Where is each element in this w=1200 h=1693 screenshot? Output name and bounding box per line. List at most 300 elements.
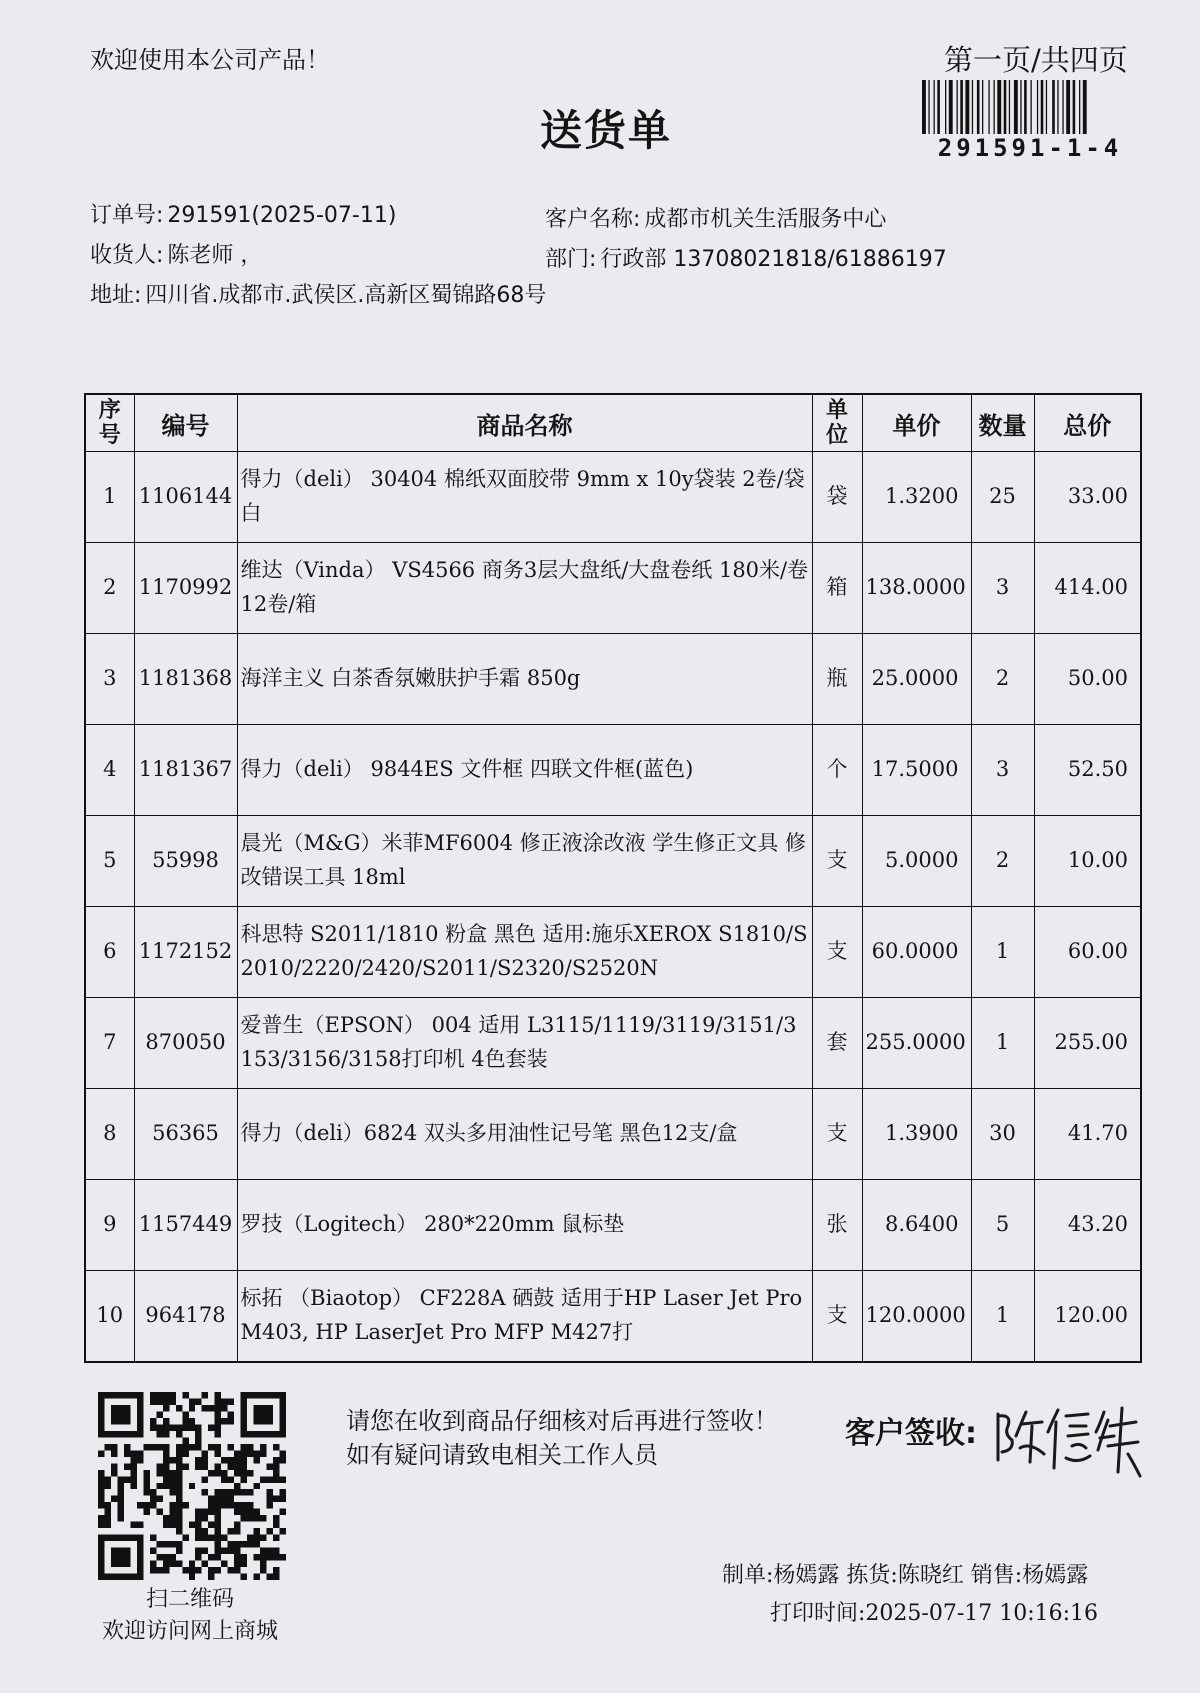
qr-module: [215, 1418, 221, 1424]
table-row: [85, 634, 1141, 725]
qr-module: [98, 1535, 104, 1580]
qr-module: [254, 1515, 260, 1521]
qr-module: [208, 1554, 214, 1560]
qr-module: [104, 1502, 110, 1508]
qr-module: [273, 1554, 279, 1560]
barcode-bar: [960, 80, 963, 134]
qr-module: [254, 1457, 260, 1463]
qr-module: [169, 1502, 175, 1508]
cell-name: 得力（deli） 9844ES 文件框 四联文件框(蓝色): [237, 725, 812, 816]
cell-price: 138.0000: [862, 543, 971, 634]
barcode-number: 291591-1-4: [937, 134, 1123, 162]
qr-module: [104, 1483, 110, 1489]
qr-module: [156, 1470, 162, 1476]
qr-module: [163, 1424, 169, 1430]
qr-module: [234, 1528, 240, 1534]
qr-module: [130, 1483, 136, 1489]
cell-seq: 1: [85, 452, 134, 543]
qr-module: [202, 1528, 208, 1534]
qr-module: [228, 1548, 234, 1554]
qr-module: [137, 1457, 143, 1463]
qr-module: [176, 1528, 182, 1534]
qr-module: [221, 1561, 227, 1567]
qr-module: [202, 1392, 208, 1398]
qr-module: [221, 1496, 227, 1502]
qr-module: [241, 1561, 247, 1567]
qr-module: [182, 1567, 188, 1573]
qr-module: [228, 1398, 234, 1404]
qr-module: [215, 1528, 221, 1534]
table-row: [85, 543, 1141, 634]
qr-module: [234, 1470, 240, 1476]
qr-module: [130, 1450, 136, 1456]
qr-module: [254, 1554, 260, 1560]
barcode-bar: [1024, 80, 1027, 134]
qr-module: [267, 1476, 273, 1482]
barcode-bar: [1057, 80, 1058, 134]
cell-unit: 张: [812, 1180, 862, 1271]
qr-module: [98, 1392, 104, 1437]
qr-module: [228, 1528, 234, 1534]
qr-module: [254, 1541, 260, 1547]
qr-module: [247, 1450, 253, 1456]
qr-module: [241, 1431, 286, 1437]
qr-module: [117, 1502, 123, 1508]
cell-code: 1157449: [134, 1180, 237, 1271]
qr-module: [234, 1522, 240, 1528]
barcode-bar: [965, 80, 969, 134]
header-code: 编号: [134, 394, 237, 452]
table-row: [85, 1180, 1141, 1271]
qr-module: [189, 1483, 195, 1489]
qr-module: [260, 1548, 266, 1554]
table-row: [85, 998, 1141, 1089]
qr-module: [150, 1398, 156, 1404]
barcode-bar: [928, 80, 929, 134]
cell-name: 得力（deli）6824 双头多用油性记号笔 黑色12支/盒: [237, 1089, 812, 1180]
cell-unit: 个: [812, 725, 862, 816]
qr-module: [241, 1476, 247, 1482]
qr-module: [137, 1392, 143, 1437]
qr-module: [156, 1392, 162, 1398]
qr-module: [182, 1502, 188, 1508]
qr-module: [150, 1567, 156, 1573]
qr-module: [260, 1515, 266, 1521]
qr-module: [163, 1567, 169, 1573]
qr-module: [221, 1405, 227, 1411]
qr-module: [182, 1424, 188, 1430]
qr-module: [189, 1398, 195, 1404]
qr-module: [195, 1509, 201, 1515]
qr-module: [202, 1535, 208, 1541]
qr-module: [163, 1522, 169, 1528]
qr-module: [241, 1541, 247, 1547]
qr-module: [195, 1548, 201, 1554]
qr-module: [169, 1541, 175, 1547]
qr-module: [280, 1554, 286, 1560]
qr-caption-line2: 欢迎访问网上商城: [101, 1619, 278, 1644]
qr-module: [208, 1522, 214, 1528]
qr-module: [176, 1405, 182, 1411]
qr-module: [176, 1463, 182, 1469]
barcode-bar: [934, 80, 935, 134]
barcode-bar: [1079, 80, 1080, 134]
barcode-bar: [972, 80, 973, 134]
qr-module: [169, 1489, 175, 1495]
qr-module: [182, 1444, 188, 1450]
qr-module: [215, 1554, 221, 1560]
qr-module: [182, 1392, 188, 1398]
department: [545, 242, 947, 273]
address-value: 四川省.成都市.武侯区.高新区蜀锦路68号: [145, 283, 547, 308]
table-row: [85, 816, 1141, 907]
qr-module: [176, 1502, 182, 1508]
qr-module: [247, 1535, 253, 1541]
qr-module: [254, 1528, 260, 1534]
cell-unit: 瓶: [812, 634, 862, 725]
qr-module: [221, 1398, 227, 1404]
table-row: [85, 907, 1141, 998]
verification-notice: 请您在收到商品仔细核对后再进行签收！如有疑问请致电相关工作人员: [346, 1407, 778, 1469]
cell-price: 17.5000: [862, 725, 971, 816]
barcode-bar: [997, 80, 1001, 134]
cell-unit: 支: [812, 816, 862, 907]
qr-module: [98, 1535, 143, 1541]
qr-module: [104, 1522, 110, 1528]
qr-module: [143, 1489, 149, 1495]
qr-module: [280, 1528, 286, 1534]
table-row: [85, 452, 1141, 543]
cell-name: 海洋主义 白茶香氛嫩肤护手霜 850g: [237, 634, 812, 725]
qr-module: [163, 1470, 169, 1476]
qr-module: [189, 1418, 195, 1424]
qr-module: [202, 1463, 208, 1469]
qr-caption-line1: 扫二维码: [145, 1587, 234, 1612]
department-label: 部门:: [545, 247, 597, 272]
qr-module: [273, 1567, 279, 1573]
barcode-bar: [988, 80, 989, 134]
qr-module: [143, 1483, 149, 1489]
qr-module: [254, 1405, 273, 1424]
qr-module: [247, 1541, 253, 1547]
cell-unit: 袋: [812, 452, 862, 543]
qr-module: [111, 1496, 117, 1502]
qr-module: [176, 1496, 182, 1502]
cell-seq: 8: [85, 1089, 134, 1180]
qr-module: [176, 1431, 182, 1437]
cell-code: 56365: [134, 1089, 237, 1180]
department-value: 行政部 13708021818/61886197: [600, 247, 947, 272]
qr-module: [215, 1398, 221, 1404]
cell-name: 标拓 （Biaotop） CF228A 硒鼓 适用于HP Laser Jet Pro M403, HP LaserJet Pro MFP M427打: [237, 1271, 812, 1363]
qr-module: [228, 1502, 234, 1508]
qr-module: [130, 1457, 136, 1463]
welcome-text: 欢迎使用本公司产品！: [90, 46, 330, 74]
table-row: [85, 1271, 1141, 1363]
barcode-bar: [977, 80, 980, 134]
qr-module: [163, 1515, 169, 1521]
qr-module: [247, 1470, 253, 1476]
qr-module: [176, 1470, 182, 1476]
cell-name: 爱普生（EPSON） 004 适用 L3115/1119/3119/3151/3153/3156/3158打印机 4色套装: [237, 998, 812, 1089]
cell-total: 50.00: [1034, 634, 1141, 725]
qr-module: [241, 1470, 247, 1476]
qr-module: [208, 1405, 214, 1411]
qr-module: [267, 1548, 273, 1554]
qr-module: [111, 1405, 130, 1424]
qr-module: [228, 1411, 234, 1417]
qr-module: [280, 1509, 286, 1515]
qr-module: [260, 1561, 266, 1567]
qr-module: [234, 1509, 240, 1515]
qr-module: [260, 1450, 266, 1456]
qr-module: [254, 1450, 260, 1456]
qr-module: [189, 1424, 195, 1430]
qr-module: [98, 1470, 104, 1476]
qr-module: [228, 1476, 234, 1482]
qr-module: [163, 1483, 169, 1489]
qr-module: [169, 1554, 175, 1560]
qr-module: [228, 1567, 234, 1573]
qr-module: [273, 1470, 279, 1476]
qr-module: [202, 1457, 208, 1463]
customer-name-label: 客户名称:: [545, 207, 641, 232]
qr-module: [234, 1541, 240, 1547]
qr-module: [202, 1515, 208, 1521]
cell-seq: 5: [85, 816, 134, 907]
qr-module: [169, 1392, 175, 1398]
qr-module: [137, 1450, 143, 1456]
barcode-bar: [1041, 80, 1044, 134]
cell-code: 1106144: [134, 452, 237, 543]
qr-module: [208, 1470, 214, 1476]
qr-module: [117, 1509, 123, 1515]
qr-module: [234, 1567, 240, 1573]
qr-module: [150, 1548, 156, 1554]
qr-module: [208, 1444, 214, 1450]
qr-module: [104, 1476, 110, 1482]
qr-module: [137, 1535, 143, 1580]
qr-module: [208, 1496, 214, 1502]
header-name: 商品名称: [237, 394, 812, 452]
qr-module: [163, 1463, 169, 1469]
qr-module: [254, 1483, 260, 1489]
qr-module: [156, 1567, 162, 1573]
cell-seq: 4: [85, 725, 134, 816]
qr-module: [98, 1502, 104, 1508]
qr-module: [267, 1463, 273, 1469]
qr-module: [150, 1561, 156, 1567]
qr-module: [280, 1457, 286, 1463]
qr-module: [208, 1535, 214, 1541]
qr-module: [260, 1535, 266, 1541]
cell-qty: 1: [971, 1271, 1034, 1363]
cell-qty: 2: [971, 634, 1034, 725]
cell-code: 1181367: [134, 725, 237, 816]
qr-module: [130, 1522, 136, 1528]
qr-module: [169, 1515, 175, 1521]
qr-module: [241, 1444, 247, 1450]
cell-price: 120.0000: [862, 1271, 971, 1363]
qr-module: [163, 1476, 169, 1482]
qr-module: [273, 1515, 279, 1521]
qr-module: [150, 1496, 156, 1502]
qr-module: [98, 1522, 104, 1528]
qr-module: [273, 1522, 279, 1528]
qr-module: [176, 1424, 182, 1430]
qr-module: [202, 1509, 208, 1515]
qr-module: [150, 1424, 156, 1430]
cell-qty: 30: [971, 1089, 1034, 1180]
qr-module: [163, 1418, 169, 1424]
qr-module: [163, 1561, 169, 1567]
qr-module: [176, 1541, 182, 1547]
cell-seq: 10: [85, 1271, 134, 1363]
qr-module: [280, 1489, 286, 1495]
qr-module: [254, 1535, 260, 1541]
qr-module: [234, 1548, 240, 1554]
qr-module: [241, 1392, 247, 1437]
qr-module: [137, 1522, 143, 1528]
qr-module: [176, 1561, 182, 1567]
cell-code: 1181368: [134, 634, 237, 725]
qr-module: [234, 1457, 240, 1463]
receiver: [90, 238, 262, 269]
cell-price: 255.0000: [862, 998, 971, 1089]
cell-price: 8.6400: [862, 1180, 971, 1271]
qr-module: [176, 1522, 182, 1528]
qr-module: [215, 1470, 221, 1476]
qr-module: [169, 1398, 175, 1404]
qr-module: [169, 1424, 175, 1430]
qr-module: [189, 1522, 195, 1528]
cell-unit: 支: [812, 1089, 862, 1180]
qr-module: [234, 1450, 240, 1456]
qr-module: [169, 1457, 175, 1463]
qr-module: [124, 1450, 130, 1456]
qr-module: [247, 1509, 253, 1515]
cell-name: 科思特 S2011/1810 粉盒 黑色 适用:施乐XEROX S1810/S2010/2220/2420/S2011/S2320/S2520N: [237, 907, 812, 998]
qr-module: [247, 1502, 253, 1508]
qr-module: [150, 1535, 156, 1541]
cell-seq: 2: [85, 543, 134, 634]
page-indicator: 第一页/共四页: [944, 43, 1128, 77]
barcode-bar: [1066, 80, 1070, 134]
qr-module: [156, 1444, 162, 1450]
qr-module: [221, 1476, 227, 1482]
qr-module: [176, 1548, 182, 1554]
staff-info: 制单:杨嫣露 拣货:陈晓红 销售:杨嫣露: [722, 1563, 1089, 1588]
qr-module: [267, 1502, 273, 1508]
address-label: 地址:: [90, 283, 142, 308]
cell-total: 120.00: [1034, 1271, 1141, 1363]
qr-module: [280, 1450, 286, 1456]
qr-module: [143, 1476, 149, 1482]
qr-module: [267, 1554, 273, 1560]
cell-name: 罗技（Logitech） 280*220mm 鼠标垫: [237, 1180, 812, 1271]
qr-module: [215, 1515, 221, 1521]
cell-qty: 1: [971, 907, 1034, 998]
barcode-bar: [1037, 80, 1038, 134]
qr-module: [98, 1450, 104, 1456]
cell-code: 1172152: [134, 907, 237, 998]
barcode-bar: [1062, 80, 1063, 134]
qr-module: [215, 1522, 221, 1528]
cell-code: 964178: [134, 1271, 237, 1363]
barcode-bar: [1031, 80, 1032, 134]
qr-module: [163, 1541, 169, 1547]
qr-module: [150, 1502, 156, 1508]
qr-module: [98, 1483, 104, 1489]
qr-module: [215, 1496, 221, 1502]
qr-module: [195, 1444, 201, 1450]
qr-module: [273, 1444, 279, 1450]
cell-seq: 3: [85, 634, 134, 725]
qr-module: [130, 1476, 136, 1482]
qr-module: [202, 1405, 208, 1411]
qr-module: [202, 1476, 208, 1482]
cell-qty: 25: [971, 452, 1034, 543]
qr-module: [163, 1444, 169, 1450]
cell-total: 255.00: [1034, 998, 1141, 1089]
document-title: 送货单: [540, 106, 673, 155]
barcode-bar: [1020, 80, 1021, 134]
qr-module: [280, 1496, 286, 1502]
customer-name: [545, 202, 886, 233]
qr-module: [241, 1457, 247, 1463]
qr-module: [215, 1463, 221, 1469]
qr-module: [169, 1470, 175, 1476]
cell-unit: 套: [812, 998, 862, 1089]
qr-module: [163, 1450, 169, 1456]
qr-module: [111, 1548, 130, 1567]
qr-module: [156, 1496, 162, 1502]
cell-qty: 1: [971, 998, 1034, 1089]
qr-module: [111, 1463, 117, 1469]
qr-module: [189, 1561, 195, 1567]
receiver-value: 陈老师 ，: [167, 243, 263, 268]
qr-module: [215, 1489, 221, 1495]
qr-module: [228, 1489, 234, 1495]
qr-module: [176, 1515, 182, 1521]
qr-module: [221, 1470, 227, 1476]
qr-module: [228, 1444, 234, 1450]
qr-module: [111, 1470, 117, 1476]
receiver-label: 收货人:: [90, 243, 164, 268]
qr-module: [169, 1561, 175, 1567]
qr-module: [228, 1457, 234, 1463]
qr-module: [215, 1509, 221, 1515]
table-row: [85, 725, 1141, 816]
qr-module: [247, 1444, 253, 1450]
qr-module: [234, 1554, 240, 1560]
qr-module: [215, 1405, 221, 1411]
barcode-bar: [945, 80, 946, 134]
qr-module: [234, 1483, 240, 1489]
qr-module: [98, 1574, 143, 1580]
qr-module: [273, 1535, 279, 1541]
qr-module: [228, 1463, 234, 1469]
qr-module: [241, 1554, 247, 1560]
qr-module: [228, 1496, 234, 1502]
qr-module: [195, 1437, 201, 1443]
qr-module: [215, 1567, 221, 1573]
qr-module: [143, 1509, 149, 1515]
qr-module: [195, 1535, 201, 1541]
qr-module: [98, 1515, 104, 1521]
cell-total: 414.00: [1034, 543, 1141, 634]
qr-module: [273, 1457, 279, 1463]
